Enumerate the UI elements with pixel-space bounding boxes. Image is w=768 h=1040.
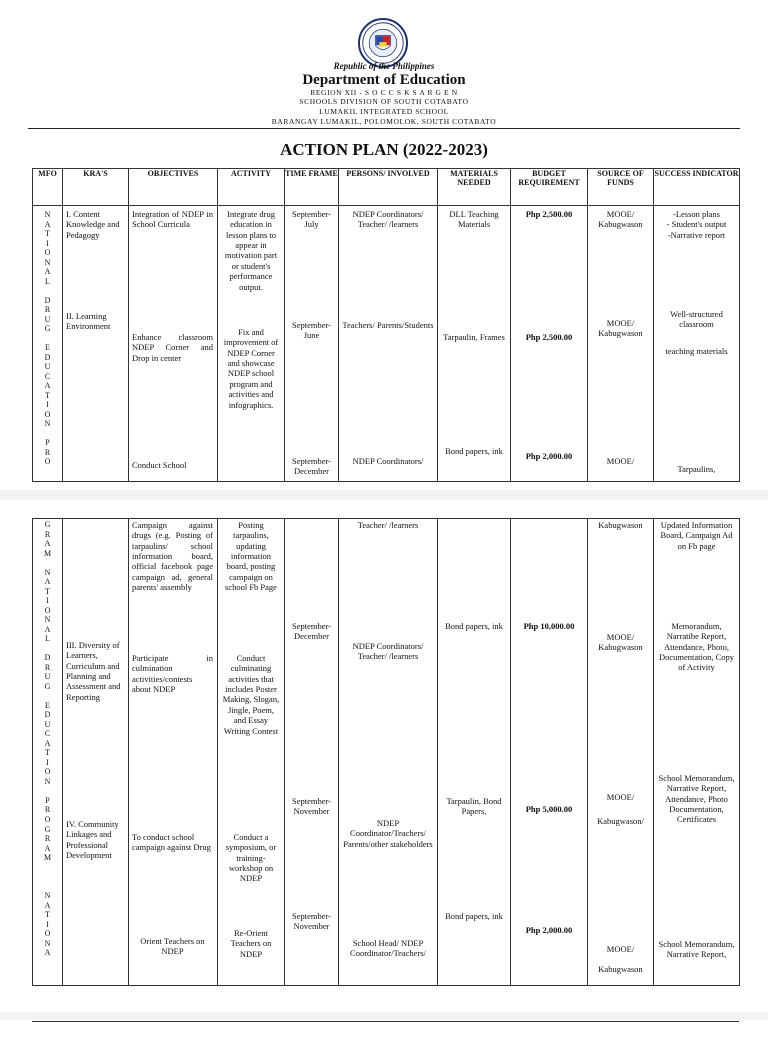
table-row bbox=[33, 206, 740, 482]
document-page-1 bbox=[0, 0, 768, 490]
activity-posting-tarpaulins: Posting tarpaulins, updating information board, posting campaign on school Fb Page bbox=[225, 520, 277, 593]
success-indicator-4: Updated Information Board, Campaign Ad on Fb page bbox=[660, 520, 733, 551]
source-of-funds-5: MOOE/ bbox=[606, 792, 635, 802]
plan-title: ACTION PLAN (2022-2023) bbox=[280, 140, 488, 159]
materials-6: Bond papers, ink bbox=[445, 911, 503, 921]
department-title: Department of Education bbox=[302, 72, 466, 88]
budget-6: Php 2,000.00 bbox=[525, 925, 573, 935]
success-indicator-2b: teaching materials bbox=[665, 346, 728, 356]
col-header-source-of-funds: SOURCE OF FUNDS bbox=[588, 169, 654, 206]
col-header-budget-requirement: BUDGET REQUIREMENT bbox=[511, 169, 588, 206]
success-indicator-5: Memorandum, Narratibe Report, Attendance, Photo, Documentation, Copy of Activity bbox=[658, 621, 735, 673]
persons-involved-1: NDEP Coordinators/ Teacher/ /learners bbox=[352, 209, 424, 230]
time-frame-6: September-November bbox=[291, 911, 331, 932]
header-divider bbox=[28, 128, 740, 129]
objective-conduct: Conduct School bbox=[132, 460, 187, 470]
success-indicator-1: -Lesson plans - Student's output -Narrative report bbox=[666, 209, 727, 240]
col-header-kras: KRA'S bbox=[63, 169, 129, 206]
source-of-funds-3-continued: Kabugwason bbox=[598, 520, 643, 530]
col-header-persons-involved: PERSONS/ INVOLVED bbox=[339, 169, 438, 206]
source-of-funds-3: MOOE/ bbox=[606, 456, 635, 466]
activity-fix-ndep-corner: Fix and improvement of NDEP Corner and showcase NDEP school program and activities and infographics. bbox=[223, 327, 279, 410]
source-of-funds-1: MOOE/ Kabugwason bbox=[598, 209, 643, 230]
source-of-funds-6b: Kabugwason bbox=[598, 964, 643, 974]
materials-1: DLL Teaching Materials bbox=[449, 209, 499, 230]
col-header-activity: ACTIVITY bbox=[218, 169, 285, 206]
budget-1: Php 2,500.00 bbox=[525, 209, 573, 219]
address-label: BARANGAY LUMAKIL, POLOMOLOK, SOUTH COTABATO bbox=[271, 117, 497, 126]
budget-2: Php 2,500.00 bbox=[525, 332, 573, 342]
republic-label: Republic of the Philippines bbox=[333, 61, 435, 71]
success-indicator-7: School Memorandum, Narrative Report, bbox=[658, 939, 735, 960]
col-header-objectives: OBJECTIVES bbox=[129, 169, 218, 206]
budget-5: Php 5,000.00 bbox=[525, 804, 573, 814]
col-header-time-frame: TIME FRAME bbox=[285, 169, 339, 206]
source-of-funds-2: MOOE/ Kabugwason bbox=[598, 318, 643, 339]
persons-involved-5: NDEP Coordinator/Teachers/ Parents/other stakeholders bbox=[343, 818, 433, 849]
persons-involved-6: School Head/ NDEP Coordinator/Teachers/ bbox=[350, 938, 426, 959]
persons-involved-3: NDEP Coordinators/ bbox=[352, 456, 424, 466]
time-frame-1: September-July bbox=[291, 209, 331, 230]
col-header-success-indicator: SUCCESS INDICATOR bbox=[654, 169, 740, 206]
materials-5: Tarpaulin, Bond Papers, bbox=[446, 796, 502, 817]
objective-enhance-corner: Enhance classroom NDEP Corner and Drop in center bbox=[132, 332, 213, 363]
activity-symposium: Conduct a symposium, or training-workshop on NDEP bbox=[225, 832, 277, 884]
action-plan-table-part-1 bbox=[32, 168, 740, 482]
source-of-funds-6: MOOE/ bbox=[606, 944, 635, 954]
objective-integration: Integration of NDEP in School Curricula bbox=[132, 209, 213, 230]
col-header-materials-needed: MATERIALS NEEDED bbox=[438, 169, 511, 206]
kra-learning-environment: II. Learning Environment bbox=[66, 311, 111, 332]
materials-2: Tarpaulin, Frames bbox=[443, 332, 505, 342]
region-label: REGION XII - S O C C S K S A R G E N bbox=[310, 88, 458, 97]
time-frame-5: September-November bbox=[291, 796, 331, 817]
kra-community-linkages: IV. Community Linkages and Professional Development bbox=[66, 819, 119, 861]
persons-involved-4: NDEP Coordinators/ Teacher/ /learners bbox=[352, 641, 424, 662]
source-of-funds-4: MOOE/ Kabugwason bbox=[598, 632, 643, 653]
division-label: SCHOOLS DIVISION OF SOUTH COTABATO bbox=[299, 97, 469, 106]
time-frame-4: September-December bbox=[291, 621, 331, 642]
col-header-mfo: MFO bbox=[33, 169, 63, 206]
objective-participate-culmination: Participate in culmination activities/contests about NDEP bbox=[132, 653, 213, 695]
success-indicator-6: School Memorandum, Narrative Report, Attendance, Photo Documentation, Certificates bbox=[658, 773, 735, 825]
objective-school-campaign: To conduct school campaign against Drug bbox=[132, 832, 211, 853]
success-indicator-2: Well-structured classroom bbox=[670, 309, 723, 330]
school-label: LUMAKIL INTEGRATED SCHOOL bbox=[319, 107, 449, 116]
success-indicator-3: Tarpaulins, bbox=[677, 464, 716, 474]
document-page-2 bbox=[0, 500, 768, 1012]
budget-3: Php 2,000.00 bbox=[525, 451, 573, 461]
table-header-row bbox=[33, 169, 740, 206]
materials-4: Bond papers, ink bbox=[445, 621, 503, 631]
budget-4: Php 10,000.00 bbox=[523, 621, 575, 631]
source-of-funds-5b: Kabugwason/ bbox=[597, 816, 644, 826]
table-top-border bbox=[32, 1021, 739, 1025]
mfo-vertical-label-continued: G R A M N A T I O N A L D R U G E D U C A T I O N P R O G R A M N A T I O N A bbox=[43, 520, 52, 958]
time-frame-2: September-June bbox=[291, 320, 331, 341]
table-row bbox=[33, 519, 740, 986]
document-page-3 bbox=[0, 1020, 768, 1040]
activity-culminating-contests: Conduct culminating activities that includes Poster Making, Slogan, Jingle, Poem, and Essay Writing Contest bbox=[222, 653, 280, 736]
action-plan-table-part-2 bbox=[32, 518, 740, 986]
materials-3: Bond papers, ink bbox=[445, 446, 503, 456]
kra-diversity-of-learners: III. Diversity of Learners, Curriculum and Planning and Assessment and Reporting bbox=[66, 640, 121, 702]
activity-reorient-teachers: Re-Orient Teachers on NDEP bbox=[230, 928, 272, 959]
activity-integrate-drug-education: Integrate drug education in lesson plans to appear in motivation part or student's performance output. bbox=[224, 209, 278, 292]
objective-orient-teachers: Orient Teachers on NDEP bbox=[140, 936, 205, 957]
persons-involved-2: Teachers/ Parents/Students bbox=[342, 320, 434, 330]
time-frame-3: September-December bbox=[291, 456, 331, 477]
persons-involved-3-continued: Teacher/ /learners bbox=[357, 520, 419, 530]
kra-content-knowledge: I. Content Knowledge and Pedagogy bbox=[66, 209, 120, 240]
objective-campaign-against-drugs: Campaign against drugs (e.g. Posting of tarpaulins/ school information board, official facebook page campaign ad, general parents' assembly bbox=[132, 520, 213, 593]
mfo-vertical-label: N A T I O N A L D R U G E D U C A T I O N P R O bbox=[44, 210, 51, 467]
